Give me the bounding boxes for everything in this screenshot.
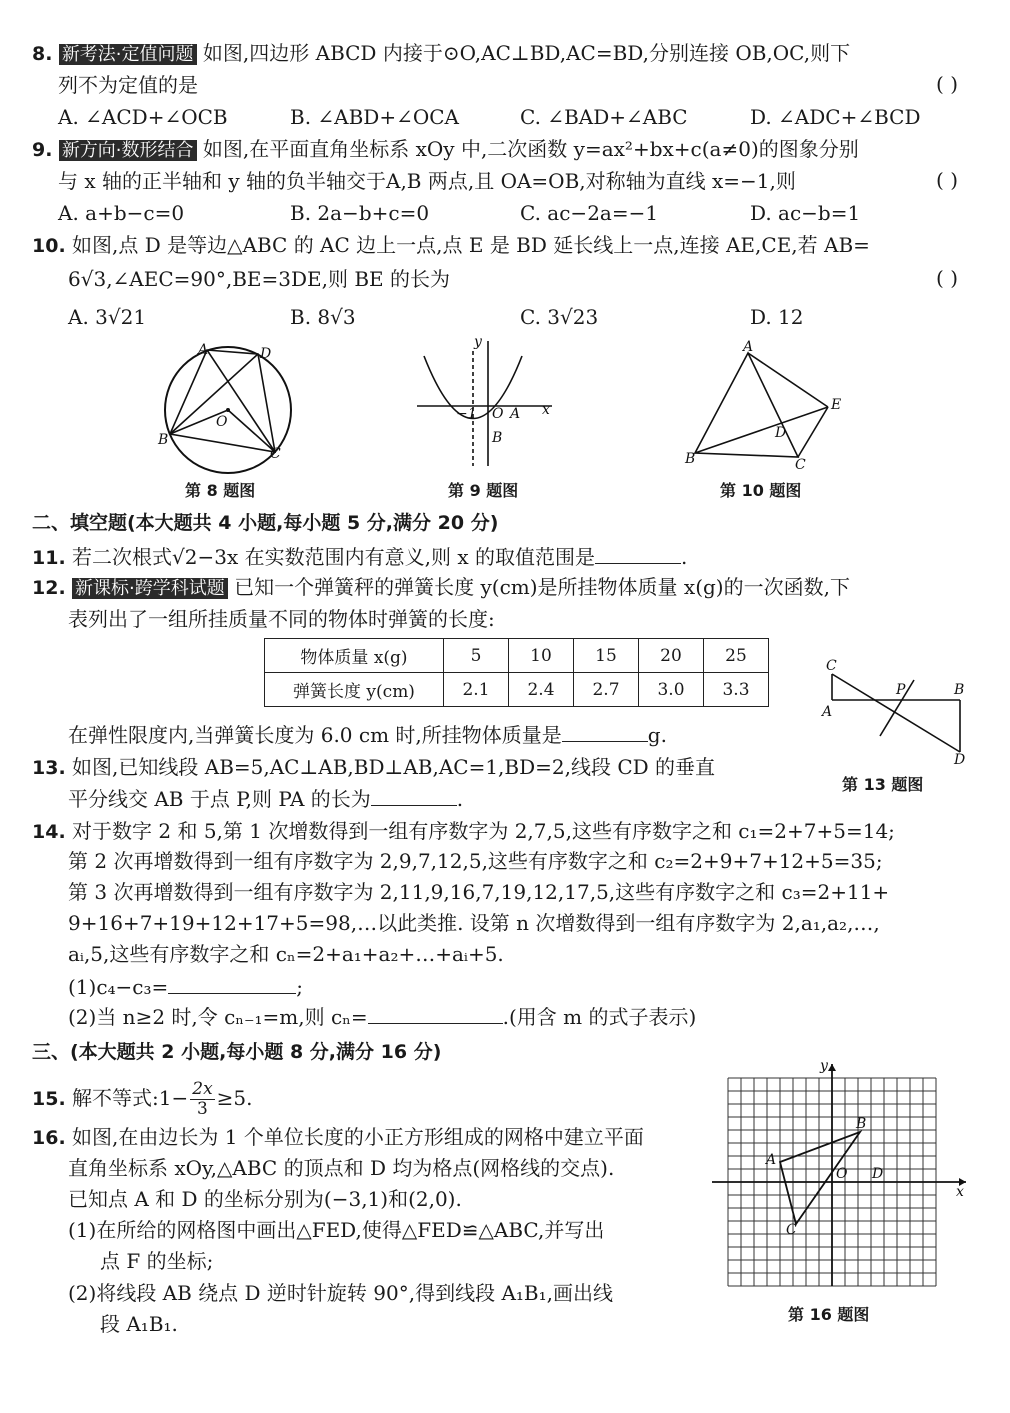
- fig8-label-b: B: [158, 432, 169, 448]
- q10-option-b: B. 8√3: [290, 305, 356, 329]
- fig8-caption: 第 8 题图: [185, 481, 256, 500]
- q12-length-3: 2.7: [574, 673, 639, 707]
- q12-length-4: 3.0: [639, 673, 704, 707]
- q14-number: 14.: [32, 821, 66, 843]
- fig13-label-b: B: [954, 682, 965, 698]
- q10-number: 10.: [32, 235, 66, 257]
- q9-option-c: C. ac−2a=−1: [520, 201, 659, 225]
- fig9-label-neg1: −1: [456, 406, 477, 422]
- q12-length-1: 2.1: [444, 673, 509, 707]
- q8-option-c: C. ∠BAD+∠ABC: [520, 105, 688, 129]
- q8-option-a: A. ∠ACD+∠OCB: [58, 105, 228, 129]
- q12-text-line2: 表列出了一组所挂质量不同的物体时弹簧的长度:: [68, 607, 495, 631]
- fig8-label-a: A: [198, 342, 209, 358]
- fig9-label-a: A: [510, 406, 521, 422]
- q10-answer-paren: ( ): [936, 266, 958, 290]
- fig16-triangle-abc: [780, 1132, 860, 1224]
- q10-text-line1: 如图,点 D 是等边△ABC 的 AC 边上一点,点 E 是 BD 延长线上一点,连接 AE,CE,若 AB=: [72, 233, 870, 257]
- q13-text-line2: 平分线交 AB 于点 P,则 PA 的长为: [68, 787, 371, 811]
- fig16-label-b: B: [856, 1116, 867, 1132]
- fig8-label-d: D: [260, 346, 272, 362]
- q14-text-line5: aᵢ,5,这些有序数字之和 cₙ=2+a₁+a₂+…+aᵢ+5.: [68, 942, 504, 966]
- fig9-label-b: B: [492, 430, 503, 446]
- fig13-caption: 第 13 题图: [842, 775, 924, 794]
- q15-frac-den: 3: [197, 1099, 208, 1119]
- q14-sub1-answer-blank[interactable]: [168, 975, 296, 994]
- fig10-label-d: D: [775, 425, 787, 441]
- q10-text-line2: 6√3,∠AEC=90°,BE=3DE,则 BE 的长为: [68, 267, 451, 291]
- table-row: [265, 673, 769, 707]
- q9-tag: 新方向·数形结合: [59, 140, 197, 161]
- q12-length-2: 2.4: [509, 673, 574, 707]
- q10-option-a: A. 3√21: [68, 305, 147, 329]
- q12-row1-label: 物体质量 x(g): [265, 639, 444, 673]
- fig10-caption: 第 10 题图: [720, 481, 802, 500]
- q9-option-b: B. 2a−b+c=0: [290, 201, 430, 225]
- fig16-label-d: D: [872, 1166, 884, 1182]
- q16-number: 16.: [32, 1127, 66, 1149]
- q11-line: [32, 544, 687, 571]
- q8-line1: [32, 40, 850, 68]
- q14-sub1-end: ;: [296, 975, 304, 999]
- q9-number: 9.: [32, 139, 53, 161]
- q8-option-d: D. ∠ADC+∠BCD: [750, 105, 921, 129]
- q12-mass-4: 20: [639, 639, 704, 673]
- q10-line1: [32, 232, 870, 259]
- q14-text-line1: 对于数字 2 和 5,第 1 次增数得到一组有序数字为 2,7,5,这些有序数字之和 c₁=2+7+5=14;: [72, 819, 895, 843]
- fig8-label-o: O: [216, 414, 228, 430]
- fig10-line-ce: [798, 407, 828, 457]
- section-2-heading: 二、填空题(本大题共 4 小题,每小题 5 分,满分 20 分): [32, 512, 499, 534]
- q11-number: 11.: [32, 547, 66, 569]
- figure-16: [710, 1058, 970, 1298]
- q14-text-line2: 第 2 次再增数得到一组有序数字为 2,9,7,12,5,这些有序数字之和 c₂=2+9+7+12+5=35;: [68, 849, 883, 873]
- q12-text-line3-end: g.: [647, 723, 667, 747]
- q15-line: [32, 1080, 253, 1119]
- q16-sub2-line2: 段 A₁B₁.: [100, 1312, 178, 1336]
- q12-row2-label: 弹簧长度 y(cm): [265, 673, 444, 707]
- fig10-label-b: B: [685, 451, 696, 467]
- q12-tag: 新课标·跨学科试题: [72, 578, 228, 599]
- q9-line1: [32, 136, 859, 164]
- q16-sub1-line2: 点 F 的坐标;: [100, 1249, 214, 1273]
- q14-line1: [32, 818, 895, 845]
- q12-table: [264, 638, 769, 707]
- q12-number: 12.: [32, 577, 66, 599]
- q11-text: 若二次根式√2−3x 在实数范围内有意义,则 x 的取值范围是: [72, 545, 595, 569]
- q13-answer-blank[interactable]: [371, 787, 457, 806]
- table-row: [265, 639, 769, 673]
- q12-line1: [32, 574, 850, 602]
- q16-text-line2: 直角坐标系 xOy,△ABC 的顶点和 D 均为格点(网格线的交点).: [68, 1156, 615, 1180]
- figure-13: [822, 658, 972, 768]
- fig9-label-x: x: [542, 402, 550, 418]
- q12-mass-1: 5: [444, 639, 509, 673]
- fig10-label-c: C: [795, 457, 806, 473]
- q13-text-line2-end: .: [456, 787, 464, 811]
- q14-sub2-text: (2)当 n≥2 时,令 cₙ₋₁=m,则 cₙ=: [68, 1005, 368, 1029]
- q8-text-line2: 列不为定值的是: [58, 73, 198, 97]
- fig9-label-o: O: [492, 406, 504, 422]
- q12-text-line1: 已知一个弹簧秤的弹簧长度 y(cm)是所挂物体质量 x(g)的一次函数,下: [234, 575, 850, 599]
- fig9-label-y: y: [474, 334, 482, 350]
- fig16-label-y: y: [820, 1058, 828, 1074]
- q13-line1: [32, 754, 715, 781]
- q12-mass-2: 10: [509, 639, 574, 673]
- q12-mass-3: 15: [574, 639, 639, 673]
- q12-length-5: 3.3: [704, 673, 769, 707]
- fig16-label-x: x: [956, 1184, 964, 1200]
- q9-option-d: D. ac−b=1: [750, 201, 861, 225]
- figure-9: [412, 336, 562, 471]
- q13-number: 13.: [32, 757, 66, 779]
- section-3-heading: 三、(本大题共 2 小题,每小题 8 分,满分 16 分): [32, 1041, 442, 1063]
- fig8-quad: [170, 350, 275, 452]
- q14-text-line3: 第 3 次再增数得到一组有序数字为 2,11,9,16,7,19,12,17,5,这些有序数字之和 c₃=2+11+: [68, 880, 890, 904]
- q16-line1: [32, 1124, 644, 1151]
- q11-text-end: .: [680, 545, 688, 569]
- q9-answer-paren: ( ): [936, 168, 958, 192]
- q11-answer-blank[interactable]: [595, 545, 681, 564]
- fig16-label-c: C: [786, 1222, 797, 1238]
- figure-8: [150, 340, 310, 470]
- q10-option-d: D. 12: [750, 305, 804, 329]
- q12-answer-blank[interactable]: [562, 723, 648, 742]
- q12-mass-5: 25: [704, 639, 769, 673]
- q14-sub2: [68, 1004, 696, 1030]
- q8-text-line1: 如图,四边形 ABCD 内接于⊙O,AC⊥BD,AC=BD,分别连接 OB,OC,则下: [202, 41, 851, 65]
- q8-tag: 新考法·定值问题: [59, 44, 197, 65]
- q8-number: 8.: [32, 43, 53, 65]
- q14-sub1-text: (1)c₄−c₃=: [68, 975, 169, 999]
- fig16-label-a: A: [766, 1152, 777, 1168]
- fig16-caption: 第 16 题图: [788, 1305, 870, 1324]
- q9-text-line1: 如图,在平面直角坐标系 xOy 中,二次函数 y=ax²+bx+c(a≠0)的图象分别: [202, 137, 859, 161]
- fig13-label-p: P: [896, 682, 906, 698]
- q14-sub2-end: .(用含 m 的式子表示): [502, 1005, 697, 1029]
- fig8-diag-ac: [207, 350, 275, 452]
- q15-number: 15.: [32, 1088, 66, 1110]
- q8-answer-paren: ( ): [936, 72, 958, 96]
- fig9-caption: 第 9 题图: [448, 481, 519, 500]
- fig8-label-c: C: [270, 446, 281, 462]
- q9-option-a: A. a+b−c=0: [58, 201, 185, 225]
- fig10-line-ae: [748, 353, 828, 407]
- q12-text-line3: 在弹性限度内,当弹簧长度为 6.0 cm 时,所挂物体质量是: [68, 723, 562, 747]
- q13-text-line1: 如图,已知线段 AB=5,AC⊥AB,BD⊥AB,AC=1,BD=2,线段 CD 的垂直: [72, 755, 716, 779]
- q14-sub2-answer-blank[interactable]: [368, 1005, 503, 1024]
- q14-sub1: [68, 974, 303, 1000]
- q16-sub1-line1: (1)在所给的网格图中画出△FED,使得△FED≌△ABC,并写出: [68, 1218, 605, 1242]
- q15-frac-num: 2x: [192, 1079, 213, 1099]
- q16-text-line1: 如图,在由边长为 1 个单位长度的小正方形组成的网格中建立平面: [72, 1125, 644, 1149]
- q16-sub2-line1: (2)将线段 AB 绕点 D 逆时针旋转 90°,得到线段 A₁B₁,画出线: [68, 1281, 613, 1305]
- q12-line3: [68, 722, 667, 748]
- fig13-label-c: C: [826, 658, 837, 674]
- fig13-label-a: A: [822, 704, 833, 720]
- q15-text: 解不等式:1−: [72, 1086, 189, 1110]
- q14-text-line4: 9+16+7+19+12+17+5=98,…以此类推. 设第 n 次增数得到一组有序数字为 2,a₁,a₂,…,: [68, 911, 880, 935]
- figure-10: [683, 339, 848, 473]
- fig10-label-e: E: [831, 397, 842, 413]
- q13-line2: [68, 786, 463, 812]
- q10-option-c: C. 3√23: [520, 305, 599, 329]
- fig13-label-d: D: [954, 752, 966, 768]
- fig10-triangle-abc: [695, 353, 798, 457]
- q9-text-line2: 与 x 轴的正半轴和 y 轴的负半轴交于A,B 两点,且 OA=OB,对称轴为直线 x=−1,则: [58, 169, 796, 193]
- q16-text-line3: 已知点 A 和 D 的坐标分别为(−3,1)和(2,0).: [68, 1187, 462, 1211]
- q8-option-b: B. ∠ABD+∠OCA: [290, 105, 460, 129]
- q15-fraction: [190, 1080, 214, 1119]
- fig16-label-o: O: [836, 1166, 848, 1182]
- q15-text-end: ≥5.: [216, 1086, 253, 1110]
- fig10-label-a: A: [743, 339, 754, 355]
